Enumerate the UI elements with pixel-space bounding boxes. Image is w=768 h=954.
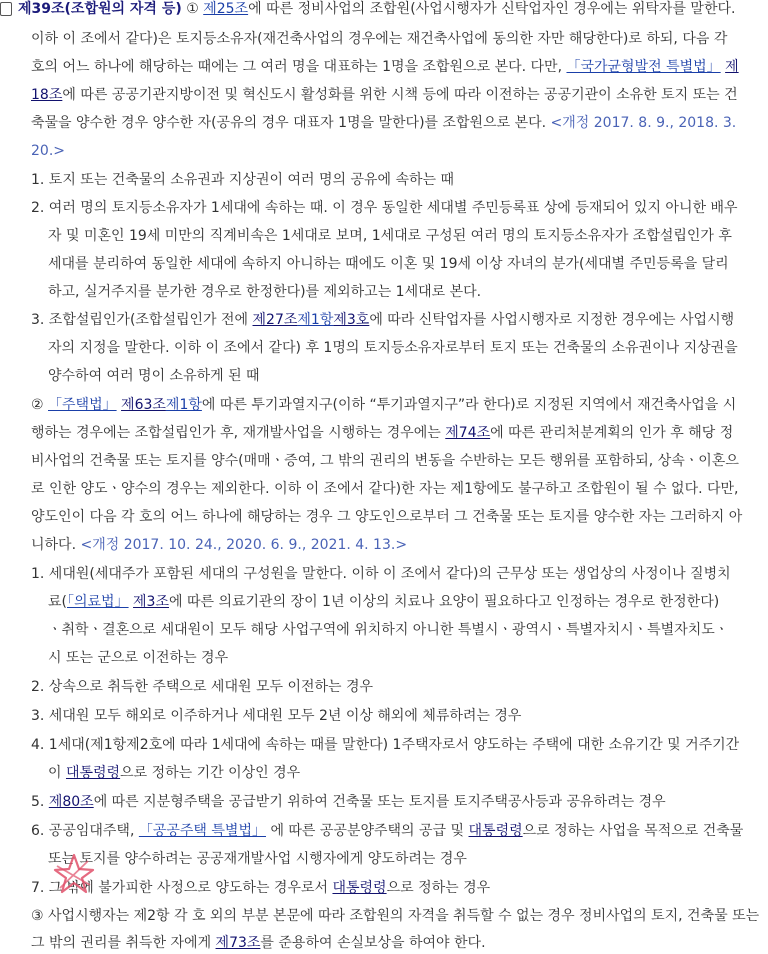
p2-item-7 [31,879,751,899]
item-text: 4. 1세대(제1항제2호에 따라 1세대에 속하는 때를 말한다) 1주택자로서 양도하는 주택에 대한 소유기간 및 거주기간 [31,737,740,753]
item-text: 으로 정하는 사업을 목적으로 건축물 [522,823,744,839]
item-text: 자 및 미혼인 19세 미만의 직계비속은 1세대로 보며, 1세대로 구성된 여러 명의 토지등소유자가 조합설립인가 후 [48,228,732,244]
link-presidential-decree-2[interactable]: 대통령령 [468,823,523,839]
item-text: 또는 토지를 양수하려는 공공재개발사업 시행자에게 양도하려는 경우 [48,851,467,867]
amend-note-1: <개정 2017. 8. 9., 2018. 3. [550,115,737,131]
amend-note-2: <개정 2017. 10. 24., 2020. 6. 9., 2021. 4. 13.> [80,537,408,553]
p1-text: 에 따른 정비사업의 조합원(사업시행자가 신탁업자인 경우에는 위탁자를 말한다. [248,1,736,17]
p2-line-6 [31,536,751,556]
p1-line-2 [31,30,751,50]
item-text: 2. 상속으로 취득한 주택으로 세대원 모두 이전하는 경우 [31,679,374,695]
p1-item-3-l1 [31,311,751,331]
p2-item-1-l4 [48,649,768,669]
p1-item-1 [31,171,751,191]
item-text: 1. 세대원(세대주가 포함된 세대의 구성원을 말한다. 이하 이 조에서 같다)의 근무상 또는 생업상의 사정이나 질병치 [31,566,731,582]
p2-text: 로 인한 양도ㆍ양수의 경우는 제외한다. 이하 이 조에서 같다)한 자는 제1항에도 불구하고 조합원이 될 수 없다. 다만, [31,481,739,497]
p3-line-2 [31,934,751,954]
p3-circle: ③ [31,908,44,924]
p1-line-1 [0,0,736,20]
checkbox-icon[interactable] [0,2,12,16]
item-text: 하고, 실거주지를 분가한 경우로 한정한다)를 제외하고는 1세대로 본다. [48,284,482,300]
p1-line-3 [31,58,751,78]
link-art27-p1[interactable]: 제1항 [297,312,334,328]
item-text: 2. 여러 명의 토지등소유자가 1세대에 속하는 때. 이 경우 동일한 세대별 주민등록표 상에 등재되어 있지 아니한 배우 [31,200,738,216]
item-text: 에 따른 의료기관의 장이 1년 이상의 치료나 요양이 필요하다고 인정하는 경우로 한정한다) [169,594,720,610]
p1-item-2-l2 [48,227,768,247]
p2-text: 양도인이 다음 각 호의 어느 하나에 해당하는 경우 그 양도인으로부터 그 건축물 또는 토지를 양수한 자는 그러하지 아 [31,509,743,525]
p1-text: 호의 어느 하나에 해당하는 때에는 그 여러 명을 대표하는 1명을 조합원으로 본다. 다만, [31,59,563,75]
item-text: 이 [48,765,62,781]
link-law-balanced-dev[interactable]: 「국가균형발전 특별법」 [566,59,721,75]
p3-text: 사업시행자는 제2항 각 호 외의 부분 본문에 따라 조합원의 자격을 취득할 수 없는 경우 정비사업의 토지, 건축물 또는 [48,908,760,924]
item-text: 으로 정하는 경우 [386,880,491,896]
p1-line-6 [31,142,751,162]
p3-line-1 [31,907,760,927]
p2-item-4-l2 [48,764,768,784]
link-art27-p1-3[interactable]: 제3호 [333,312,370,328]
p2-text: 에 따른 관리처분계획의 인가 후 해당 정 [490,425,734,441]
p2-item-4-l1 [31,736,751,756]
link-law-public-housing[interactable]: 「공공주택 특별법」 [138,823,266,839]
item-text: 료( [48,594,67,610]
link-art27[interactable]: 제27조 [252,312,298,328]
p1-line-5 [31,114,751,134]
article-title: 제39조(조합원의 자격 등) [18,1,182,17]
link-art63[interactable]: 제63조 [121,397,166,413]
item-text: 에 따라 신탁업자를 사업시행자로 지정한 경우에는 사업시행 [369,312,735,328]
p2-item-6-l2 [48,850,768,870]
p2-circle: ② [31,397,44,413]
p2-item-1-l2 [48,593,768,613]
link-art80[interactable]: 제80조 [48,794,94,810]
p2-item-6-l1 [31,822,751,842]
item-text: ㆍ취학ㆍ결혼으로 세대원이 모두 해당 사업구역에 위치하지 아니한 특별시ㆍ광역시ㆍ특별자치시ㆍ특별자치도ㆍ [48,622,729,638]
link-art18-b[interactable]: 18조 [31,87,63,103]
p1-item-2-l1 [31,199,751,219]
link-art3[interactable]: 제3조 [133,594,169,610]
p2-item-3 [31,707,751,727]
p2-line-2 [31,424,751,444]
link-presidential-decree-3[interactable]: 대통령령 [332,880,387,896]
p1-text: 축물을 양수한 경우 양수한 자(공유의 경우 대표자 1명을 말한다)를 조합원으로 본다. [31,115,547,131]
link-presidential-decree-1[interactable]: 대통령령 [65,765,121,781]
p2-line-4 [31,480,751,500]
p3-text: 그 밖의 권리를 취득한 자에게 [31,935,212,951]
p2-item-2 [31,678,751,698]
p2-line-3 [31,452,751,472]
p2-line-1 [31,396,751,416]
item-text: 3. 조합설립인가(조합설립인가 전에 [31,312,249,328]
p1-item-3-l2 [48,339,768,359]
link-art25[interactable]: 제25조 [203,1,249,17]
link-art73[interactable]: 제73조 [215,935,261,951]
p2-item-1-l3 [48,621,768,641]
item-text: 5. [31,794,45,810]
item-text: 시 또는 군으로 이전하는 경우 [48,650,229,666]
p2-text: 니하다. [31,537,77,553]
link-art74[interactable]: 제74조 [445,425,491,441]
p1-item-2-l3 [48,255,768,275]
item-text: 에 따른 공공분양주택의 공급 및 [270,823,465,839]
p1-circle: ① [186,1,199,17]
p1-item-3-l3 [48,367,768,387]
item-text: 7. 그 밖에 불가피한 사정으로 양도하는 경우로서 [31,880,329,896]
link-law-housing[interactable]: 「주택법」 [48,397,117,413]
item-text: 에 따른 지분형주택을 공급받기 위하여 건축물 또는 토지를 토지주택공사등과 공유하려는 경우 [93,794,666,810]
link-art18-a[interactable]: 제 [725,59,739,75]
item-text: 1. 토지 또는 건축물의 소유권과 지상권이 여러 명의 공유에 속하는 때 [31,172,455,188]
item-text: 으로 정하는 기간 이상인 경우 [120,765,301,781]
p2-text: 에 따른 투기과열지구(이하 “투기과열지구”라 한다)로 지정된 지역에서 재건축사업을 시 [201,397,737,413]
p2-item-1-l1 [31,565,751,585]
item-text: 6. 공공임대주택, [31,823,135,839]
amend-note-1b: 20.> [31,143,65,159]
item-text: 자의 지정을 말한다. 이하 이 조에서 같다) 후 1명의 토지등소유자로부터 토지 또는 건축물의 소유권이나 지상권을 [48,340,738,356]
p3-text: 를 준용하여 손실보상을 하여야 한다. [260,935,486,951]
item-text: 양수하여 여러 명이 소유하게 된 때 [48,368,260,384]
p1-line-4 [31,86,751,106]
item-text: 세대를 분리하여 동일한 세대에 속하지 아니하는 때에도 이혼 및 19세 이상 자녀의 분가(세대별 주민등록을 달리 [48,256,729,272]
item-text: 3. 세대원 모두 해외로 이주하거나 세대원 모두 2년 이상 해외에 체류하려는 경우 [31,708,522,724]
p1-text: 이하 이 조에서 같다)은 토지등소유자(재건축사업의 경우에는 재건축사업에 동의한 자만 해당한다)로 하되, 다음 각 [31,31,728,47]
link-art63-p1[interactable]: 제1항 [165,397,202,413]
link-law-medical[interactable]: 「의료법」 [67,594,129,610]
p2-text: 비사업의 건축물 또는 토지를 양수(매매ㆍ증여, 그 밖의 권리의 변동을 수반하는 모든 행위를 포함하되, 상속ㆍ이혼으 [31,453,739,469]
p1-item-2-l4 [48,283,768,303]
p2-line-5 [31,508,751,528]
p2-item-5 [31,793,751,813]
p1-text: 에 따른 공공기관지방이전 및 혁신도시 활성화를 위한 시책 등에 따라 이전하는 공공기관이 소유한 토지 또는 건 [62,87,738,103]
p2-text: 행하는 경우에는 조합설립인가 후, 재개발사업을 시행하는 경우에는 [31,425,441,441]
